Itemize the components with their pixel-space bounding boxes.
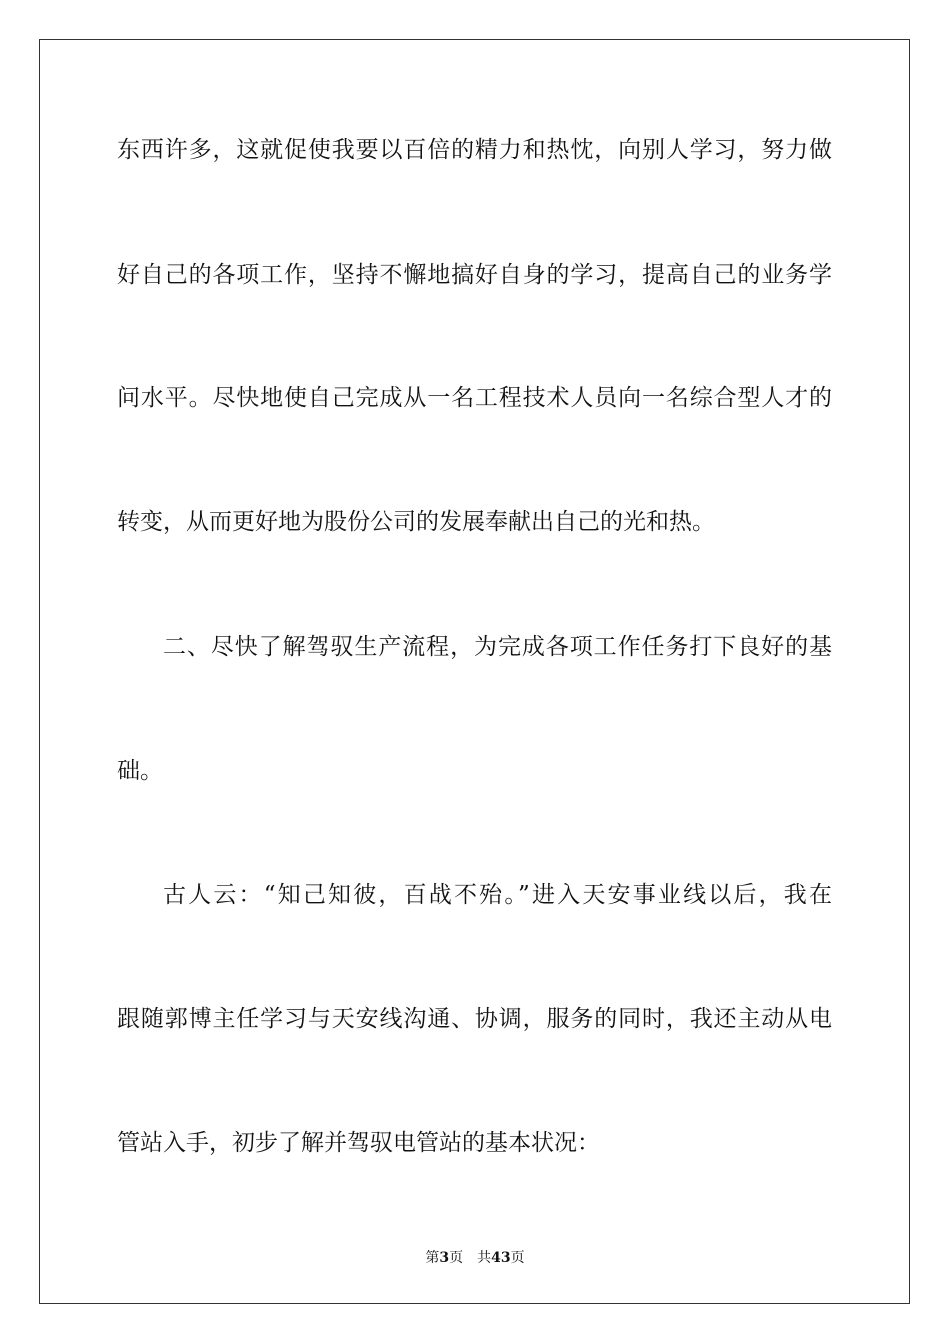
footer-prefix: 第 [425, 1250, 440, 1266]
current-page-number: 3 [439, 1250, 450, 1266]
body-line-2: 好自己的各项工作，坚持不懈地搞好自身的学习，提高自己的业务学 [117, 262, 832, 288]
section-heading-line-2: 础。 [117, 758, 163, 784]
body-line-4: 转变，从而更好地为股份公司的发展奉献出自己的光和热。 [117, 509, 715, 535]
footer-total-prefix: 共 [477, 1250, 492, 1266]
total-page-count: 43 [491, 1250, 511, 1266]
footer-page-suffix: 页 [449, 1250, 464, 1266]
page-footer [0, 1247, 950, 1267]
body-line-1: 东西许多，这就促使我要以百倍的精力和热忱，向别人学习，努力做 [117, 137, 832, 163]
footer-total-suffix: 页 [510, 1250, 525, 1266]
page-frame [39, 39, 910, 1304]
body-line-5: 古人云：“知己知彼，百战不殆。”进入天安事业线以后，我在 [163, 882, 832, 908]
body-line-7: 管站入手，初步了解并驾驭电管站的基本状况： [117, 1130, 600, 1156]
section-heading-line-1: 二、尽快了解驾驭生产流程，为完成各项工作任务打下良好的基 [163, 634, 832, 660]
body-line-3: 问水平。尽快地使自己完成从一名工程技术人员向一名综合型人才的 [117, 385, 832, 411]
body-line-6: 跟随郭博主任学习与天安线沟通、协调，服务的同时，我还主动从电 [117, 1006, 832, 1032]
